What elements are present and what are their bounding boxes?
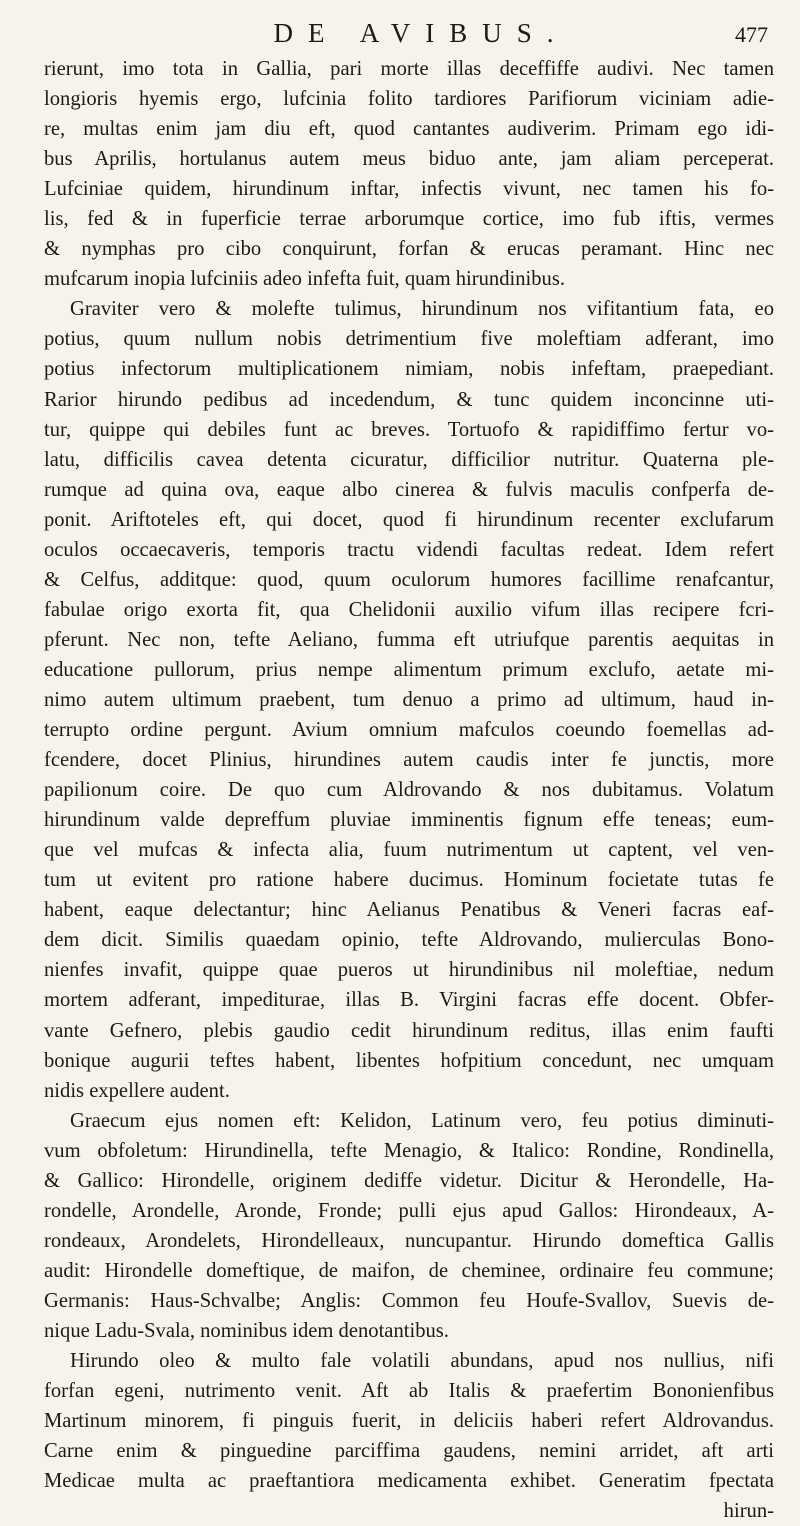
text-line: dem dicit. Similis quaedam opinio, tefte Aldrovando, mulierculas Bono-: [44, 929, 774, 952]
text-line: nienfes invafit, quippe quae pueros ut hirundinibus nil moleftiae, nedum: [44, 959, 774, 982]
text-line: educatione pullorum, prius nempe alimentum primum exclufo, aetate mi-: [44, 658, 774, 681]
running-title: DE AVIBUS.: [273, 18, 569, 48]
text-line: Lufciniae quidem, hirundinum inftar, infectis vivunt, nec tamen his fo-: [44, 178, 774, 201]
text-line: Rarior hirundo pedibus ad incedendum, & tunc quidem inconcinne uti-: [44, 388, 774, 411]
text-line: mortem adferant, impediturae, illas B. Virgini facras effe docent. Obfer-: [44, 989, 774, 1012]
text-line: Martinum minorem, fi pinguis fuerit, in deliciis haberi refert Aldrovandus.: [44, 1410, 774, 1433]
text-line: Graviter vero & molefte tulimus, hirundinum nos vifitantium fata, eo: [70, 298, 774, 321]
text-line: Germanis: Haus-Schvalbe; Anglis: Common feu Houfe-Svallov, Suevis de-: [44, 1289, 774, 1312]
text-line: & Gallico: Hirondelle, originem dediffe videtur. Dicitur & Herondelle, Ha-: [44, 1169, 774, 1192]
text-line: forfan egeni, nutrimento venit. Aft ab Italis & praefertim Bononienfibus: [44, 1380, 774, 1403]
text-line: ponit. Ariftoteles eft, qui docet, quod fi hirundinum recenter exclufarum: [44, 508, 774, 531]
text-line: rierunt, imo tota in Gallia, pari morte illas deceffiffe audivi. Nec tamen: [44, 58, 774, 80]
text-line: potius, quum nullum nobis detrimentium five moleftiam adferant, imo: [44, 328, 774, 351]
body-text: [44, 54, 774, 1526]
text-line: audit: Hirondelle domeftique, de maifon, de cheminee, ordinaire feu commune;: [44, 1259, 774, 1282]
text-line: lis, fed & in fuperficie terrae arborumque cortice, imo fub iftis, vermes: [44, 208, 774, 231]
text-line: potius infectorum multiplicationem nimiam, nobis infeftam, praepediant.: [44, 358, 774, 381]
text-line: rondelle, Arondelle, Aronde, Fronde; pulli ejus apud Gallos: Hirondeaux, A-: [44, 1199, 774, 1222]
text-line: nimo autem ultimum praebent, tum denuo a primo ad ultimum, haud in-: [44, 688, 774, 711]
page-number: 477: [735, 22, 768, 47]
text-line: fabulae origo exorta fit, qua Chelidonii auxilio vifum illas recipere fcri-: [44, 598, 774, 621]
text-line: hirundinum valde depreffum pluviae imminentis fignum effe teneas; eum-: [44, 809, 774, 832]
text-line: Graecum ejus nomen eft: Kelidon, Latinum vero, feu potius diminuti-: [70, 1109, 774, 1132]
text-line: papilionum coire. De quo cum Aldrovando & nos dubitamus. Volatum: [44, 779, 774, 802]
text-line: que vel mufcas & infecta alia, fuum nutrimentum ut captent, vel ven-: [44, 839, 774, 862]
text-line: tum ut evitent pro ratione habere ducimus. Hominum focietate tutas fe: [44, 869, 774, 892]
text-line: habent, eaque delectantur; hinc Aelianus Penatibus & Veneri facras eaf-: [44, 899, 774, 922]
text-line: vante Gefnero, plebis gaudio cedit hirundinum reditus, illas enim faufti: [44, 1019, 774, 1042]
text-line: Medicae multa ac praeftantiora medicamenta exhibet. Generatim fpectata: [44, 1470, 774, 1493]
text-line: & Celfus, additque: quod, quum oculorum humores facillime renafcantur,: [44, 568, 774, 591]
text-line: rumque ad quina ova, eaque albo cinerea & fulvis maculis confperfa de-: [44, 478, 774, 501]
text-line: nique Ladu-Svala, nominibus idem denotantibus.: [44, 1319, 449, 1342]
text-line: Hirundo oleo & multo fale volatili abundans, apud nos nullius, nifi: [70, 1350, 774, 1373]
text-line: longioris hyemis ergo, lufcinia folito tardiores Parifiorum viciniam adie-: [44, 88, 774, 111]
catchword: hirun-: [723, 1500, 774, 1523]
text-line: rondeaux, Arondelets, Hirondelleaux, nuncupantur. Hirundo domeftica Gallis: [44, 1229, 774, 1252]
text-line: latu, difficilis cavea detenta cicuratur, difficilior nutritur. Quaterna ple-: [44, 448, 774, 471]
text-line: nidis expellere audent.: [44, 1079, 230, 1102]
page-header: [44, 18, 774, 52]
text-line: bonique augurii teftes habent, libentes hofpitium concedunt, nec umquam: [44, 1049, 774, 1072]
text-line: & nymphas pro cibo conquirunt, forfan & erucas peramant. Hinc nec: [44, 238, 774, 261]
text-line: re, multas enim jam diu eft, quod cantantes audiverim. Primam ego idi-: [44, 118, 774, 141]
text-line: Carne enim & pinguedine parciffima gaudens, nemini arridet, aft arti: [44, 1440, 774, 1463]
text-line: fcendere, docet Plinius, hirundines autem caudis inter fe junctis, more: [44, 749, 774, 772]
text-line: mufcarum inopia lufciniis adeo infefta fuit, quam hirundinibus.: [44, 268, 566, 291]
text-line: oculos occaecaveris, temporis tractu videndi facultas redeat. Idem refert: [44, 538, 774, 561]
text-line: vum obfoletum: Hirundinella, tefte Menagio, & Italico: Rondine, Rondinella,: [44, 1139, 774, 1162]
text-line: terrupto ordine pergunt. Avium omnium mafculos coeundo foemellas ad-: [44, 719, 774, 742]
text-line: tur, quippe qui debiles funt ac breves. Tortuofo & rapidiffimo fertur vo-: [44, 418, 774, 441]
text-line: pferunt. Nec non, tefte Aeliano, fumma eft utriufque parentis aequitas in: [44, 628, 774, 651]
text-line: bus Aprilis, hortulanus autem meus biduo ante, jam aliam perceperat.: [44, 148, 774, 171]
